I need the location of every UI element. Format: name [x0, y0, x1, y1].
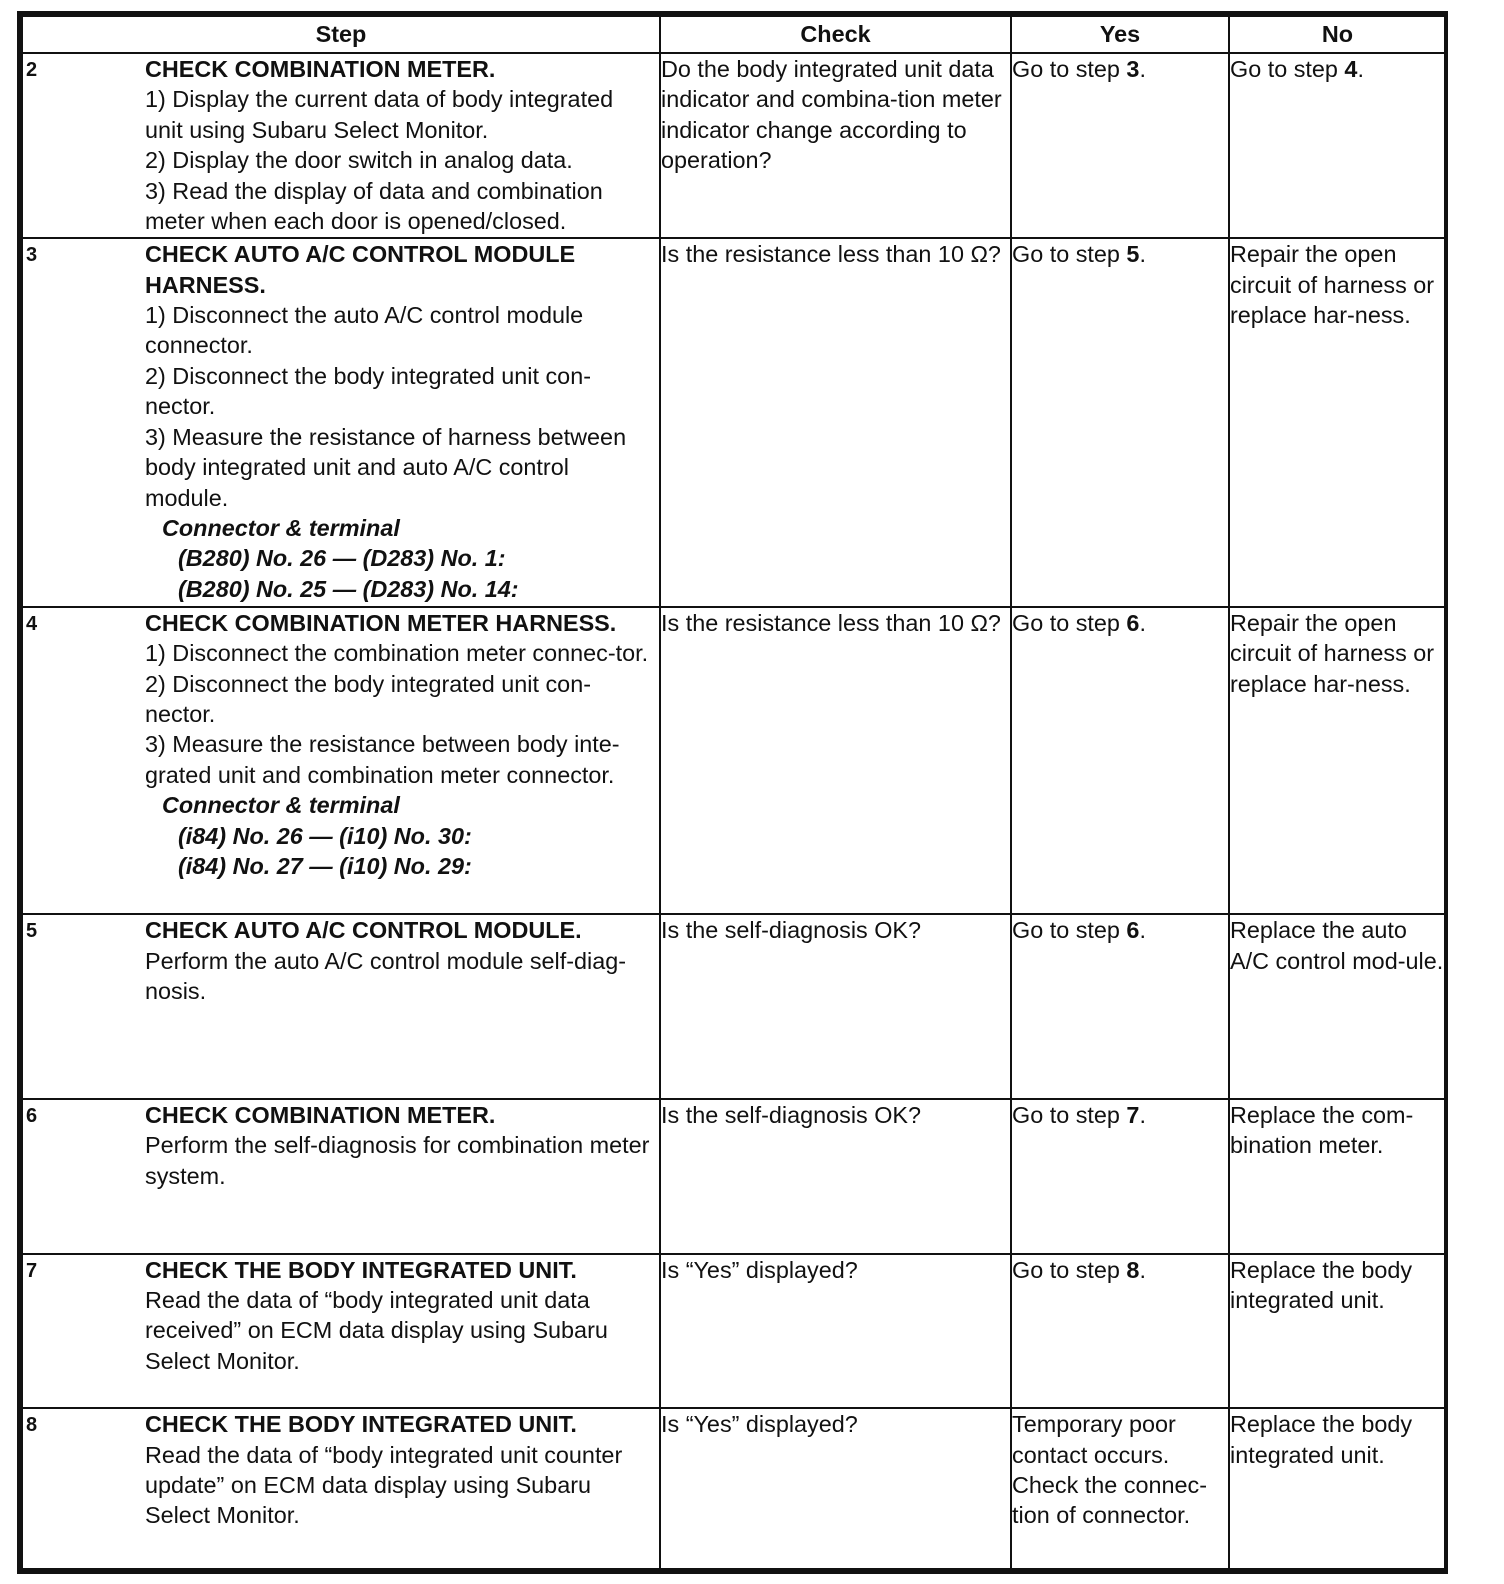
yes-cell	[1011, 238, 1229, 607]
table-row	[22, 914, 1446, 1099]
yes-cell	[1011, 1099, 1229, 1254]
no-text: Repair the open circuit of harness or replace har-ness.	[1230, 241, 1435, 329]
header-step: Step	[22, 16, 660, 53]
yes-cell	[1011, 53, 1229, 238]
yes-cell	[1011, 914, 1229, 1099]
step-cell-content	[23, 54, 659, 236]
check-cell: Is the resistance less than 10 Ω?	[660, 607, 1011, 914]
step-cell	[22, 238, 660, 607]
step-instruction: 1) Disconnect the auto A/C control module connector.	[145, 302, 584, 359]
no-cell	[1229, 607, 1446, 914]
table-row	[22, 1254, 1446, 1409]
check-cell: Is the self-diagnosis OK?	[660, 1099, 1011, 1254]
step-instruction: Read the data of “body integrated unit data received” on ECM data display using Subaru Select Monitor.	[145, 1286, 608, 1374]
step-instruction: Read the data of “body integrated unit counter update” on ECM data display using Subaru Select Monitor.	[145, 1441, 623, 1529]
yes-cell	[1011, 607, 1229, 914]
check-cell: Is the self-diagnosis OK?	[660, 914, 1011, 1099]
step-number: 3	[26, 244, 38, 267]
connector-label: Connector & terminal	[162, 514, 400, 541]
header-row	[22, 16, 1446, 53]
step-cell	[22, 607, 660, 914]
step-title: CHECK COMBINATION METER HARNESS.	[145, 609, 617, 636]
no-cell	[1229, 1099, 1446, 1254]
connector-terminal: (i84) No. 27 — (i10) No. 29:	[178, 853, 472, 879]
step-cell	[22, 1408, 660, 1569]
step-number: 4	[26, 612, 38, 635]
header-no: No	[1229, 16, 1446, 53]
yes-step-number: 6	[1126, 609, 1140, 636]
no-text: Replace the body integrated unit.	[1230, 1411, 1413, 1468]
step-instruction: Perform the self-diagnosis for combination meter system.	[145, 1132, 650, 1189]
yes-text: Temporary poor contact occurs. Check the connec-tion of connector.	[1012, 1411, 1208, 1529]
step-body	[145, 608, 659, 882]
yes-prefix: Go to step	[1012, 241, 1127, 268]
check-cell: Is “Yes” displayed?	[660, 1254, 1011, 1409]
step-instruction: 2) Disconnect the body integrated unit con-nector.	[145, 670, 591, 727]
no-cell	[1229, 1254, 1446, 1409]
no-cell	[1229, 238, 1446, 607]
yes-prefix: Go to step	[1012, 1101, 1127, 1128]
yes-suffix: .	[1139, 1256, 1146, 1283]
check-cell: Is the resistance less than 10 Ω?	[660, 238, 1011, 607]
no-text: Repair the open circuit of harness or replace har-ness.	[1230, 609, 1435, 697]
diagnostic-table-sheet	[17, 11, 1448, 1574]
yes-prefix: Go to step	[1012, 609, 1127, 636]
step-cell	[22, 53, 660, 238]
step-cell	[22, 1099, 660, 1254]
yes-suffix: .	[1139, 917, 1146, 944]
no-prefix: Go to step	[1230, 56, 1345, 82]
table-body	[22, 53, 1446, 1569]
step-instruction: 3) Measure the resistance between body inte-grated unit and combination meter connector.	[145, 731, 620, 788]
step-number: 2	[26, 59, 38, 81]
step-instruction: 1) Disconnect the combination meter connec-tor.	[145, 640, 649, 667]
table-row	[22, 1408, 1446, 1569]
yes-suffix: .	[1139, 609, 1146, 636]
step-title: CHECK AUTO A/C CONTROL MODULE HARNESS.	[145, 241, 576, 298]
step-cell	[22, 1254, 660, 1409]
connector-label: Connector & terminal	[162, 792, 400, 819]
step-body	[145, 1409, 659, 1531]
step-body	[145, 239, 659, 604]
step-cell	[22, 914, 660, 1099]
yes-step-number: 8	[1126, 1256, 1140, 1283]
step-body	[145, 915, 659, 1006]
step-cell-content	[23, 239, 659, 604]
step-cell-content	[23, 608, 659, 882]
no-text: Replace the body integrated unit.	[1230, 1256, 1413, 1313]
step-number: 7	[26, 1259, 38, 1282]
table-row	[22, 238, 1446, 607]
no-text: Replace the auto A/C control mod-ule.	[1230, 917, 1444, 974]
table-row	[22, 53, 1446, 238]
no-text: Replace the com-bination meter.	[1230, 1101, 1414, 1159]
yes-prefix: Go to step	[1012, 917, 1127, 944]
yes-step-number: 7	[1126, 1101, 1140, 1128]
yes-suffix: .	[1139, 241, 1146, 268]
connector-terminal: (B280) No. 26 — (D283) No. 1:	[178, 545, 506, 572]
step-cell-content	[23, 1100, 659, 1191]
yes-suffix: .	[1139, 1101, 1146, 1128]
step-cell-content	[23, 915, 659, 1006]
yes-cell	[1011, 1254, 1229, 1409]
header-yes: Yes	[1011, 16, 1229, 53]
step-body	[145, 54, 659, 236]
no-cell	[1229, 53, 1446, 238]
no-cell	[1229, 1408, 1446, 1569]
check-cell: Do the body integrated unit data indicator and combina-tion meter indicator change according to operation?	[660, 53, 1011, 238]
step-instruction: 2) Display the door switch in analog data.	[145, 147, 573, 174]
step-body	[145, 1255, 659, 1377]
step-number: 8	[26, 1414, 38, 1437]
step-instruction: 3) Read the display of data and combination meter when each door is opened/closed.	[145, 177, 603, 235]
step-title: CHECK COMBINATION METER.	[145, 1101, 496, 1128]
yes-suffix: .	[1139, 56, 1146, 82]
step-instruction: 2) Disconnect the body integrated unit con-nector.	[145, 362, 591, 420]
connector-terminal: (i84) No. 26 — (i10) No. 30:	[178, 822, 472, 849]
check-cell: Is “Yes” displayed?	[660, 1408, 1011, 1569]
step-title: CHECK AUTO A/C CONTROL MODULE.	[145, 917, 582, 944]
step-body	[145, 1100, 659, 1191]
step-number: 6	[26, 1104, 38, 1127]
step-title: CHECK THE BODY INTEGRATED UNIT.	[145, 1256, 577, 1283]
step-instruction: 3) Measure the resistance of harness between body integrated unit and auto A/C control module.	[145, 423, 627, 511]
no-suffix: .	[1357, 56, 1364, 82]
step-number: 5	[26, 920, 38, 943]
no-cell	[1229, 914, 1446, 1099]
table-row	[22, 607, 1446, 914]
no-step-number: 4	[1344, 56, 1358, 82]
yes-step-number: 3	[1126, 56, 1140, 82]
header-check: Check	[660, 16, 1011, 53]
diagnostic-table	[21, 15, 1447, 1570]
step-title: CHECK THE BODY INTEGRATED UNIT.	[145, 1411, 577, 1438]
step-instruction: Perform the auto A/C control module self-diag-nosis.	[145, 947, 627, 1004]
step-cell-content	[23, 1409, 659, 1531]
yes-cell	[1011, 1408, 1229, 1569]
step-title: CHECK COMBINATION METER.	[145, 56, 496, 82]
connector-terminal: (B280) No. 25 — (D283) No. 14:	[178, 575, 519, 602]
step-instruction: 1) Display the current data of body integrated unit using Subaru Select Monitor.	[145, 86, 614, 143]
table-row	[22, 1099, 1446, 1254]
yes-step-number: 5	[1126, 241, 1140, 268]
yes-prefix: Go to step	[1012, 56, 1127, 82]
yes-prefix: Go to step	[1012, 1256, 1127, 1283]
step-cell-content	[23, 1255, 659, 1377]
yes-step-number: 6	[1126, 917, 1140, 944]
